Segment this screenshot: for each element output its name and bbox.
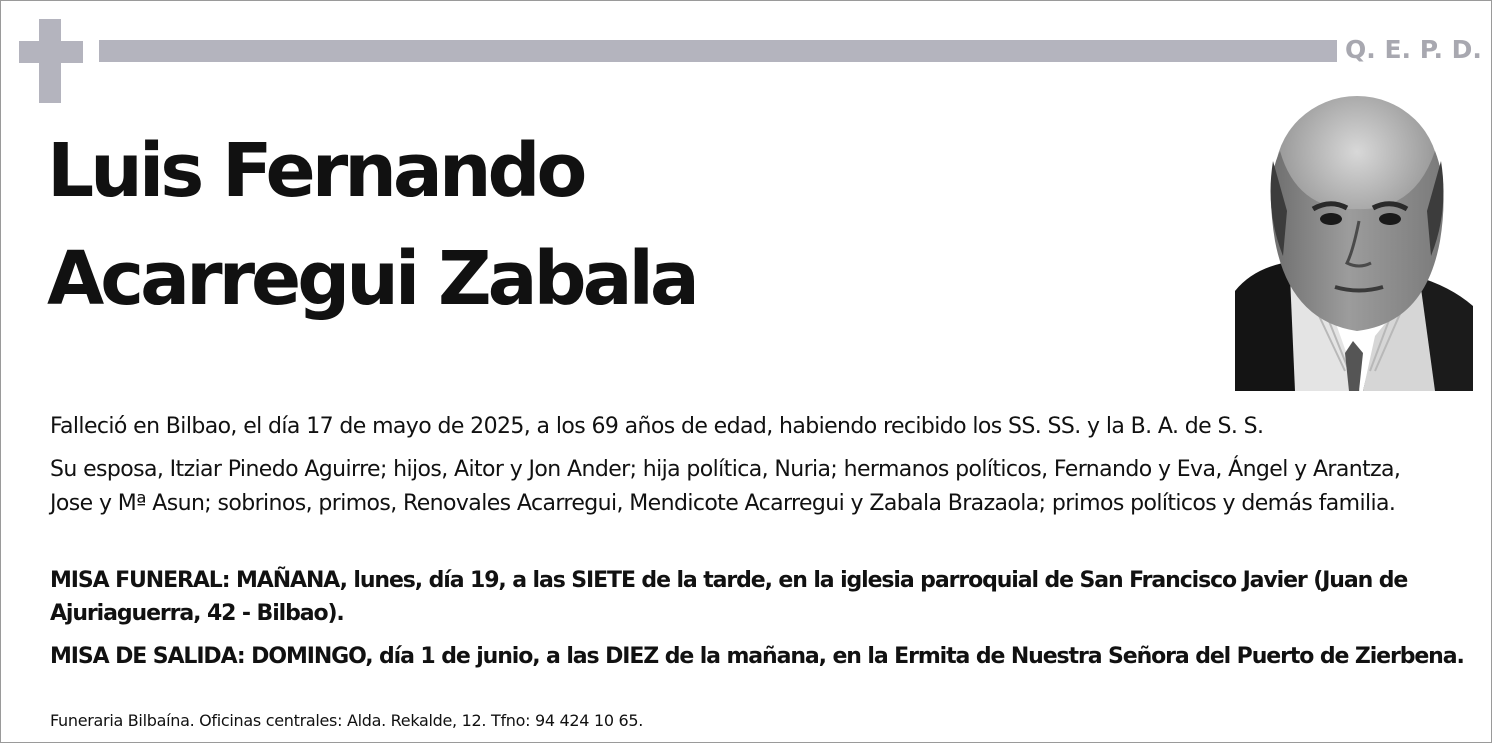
death-notice-paragraph: Falleció en Bilbao, el día 17 de mayo de 2025, a los 69 años de edad, habiendo recibido los SS. SS. y la B. A. de S. S. — [50, 414, 1264, 439]
deceased-name — [47, 117, 696, 333]
name-line-1: Luis Fernando — [47, 128, 584, 214]
latin-cross-icon — [19, 19, 83, 103]
qepd-label: Q. E. P. D. — [1345, 35, 1482, 64]
funeral-mass-paragraph: MISA FUNERAL: MAÑANA, lunes, día 19, a las SIETE de la tarde, en la iglesia parroquial de San Francisco Javier (Juan de Ajuriaguerra, 42 - Bilbao). — [50, 568, 1408, 626]
departure-mass-paragraph: MISA DE SALIDA: DOMINGO, día 1 de junio, a las DIEZ de la mañana, en la Ermita de Nuestra Señora del Puerto de Zierbena. — [50, 644, 1464, 669]
header-rule — [99, 40, 1337, 62]
family-paragraph: Su esposa, Itziar Pinedo Aguirre; hijos, Aitor y Jon Ander; hija política, Nuria; hermanos políticos, Fernando y Eva, Ángel y Arantza, Jose y Mª Asun; sobrinos, primos, Renovales Acarregui, Mendicote Acarregui y Zabala Brazaola; primos políticos y demás familia. — [50, 457, 1401, 516]
funeral-home-footer: Funeraria Bilbaína. Oficinas centrales: Alda. Rekalde, 12. Tfno: 94 424 10 65. — [50, 711, 644, 730]
portrait-photo — [1235, 91, 1473, 391]
name-line-2: Acarregui Zabala — [47, 236, 696, 322]
